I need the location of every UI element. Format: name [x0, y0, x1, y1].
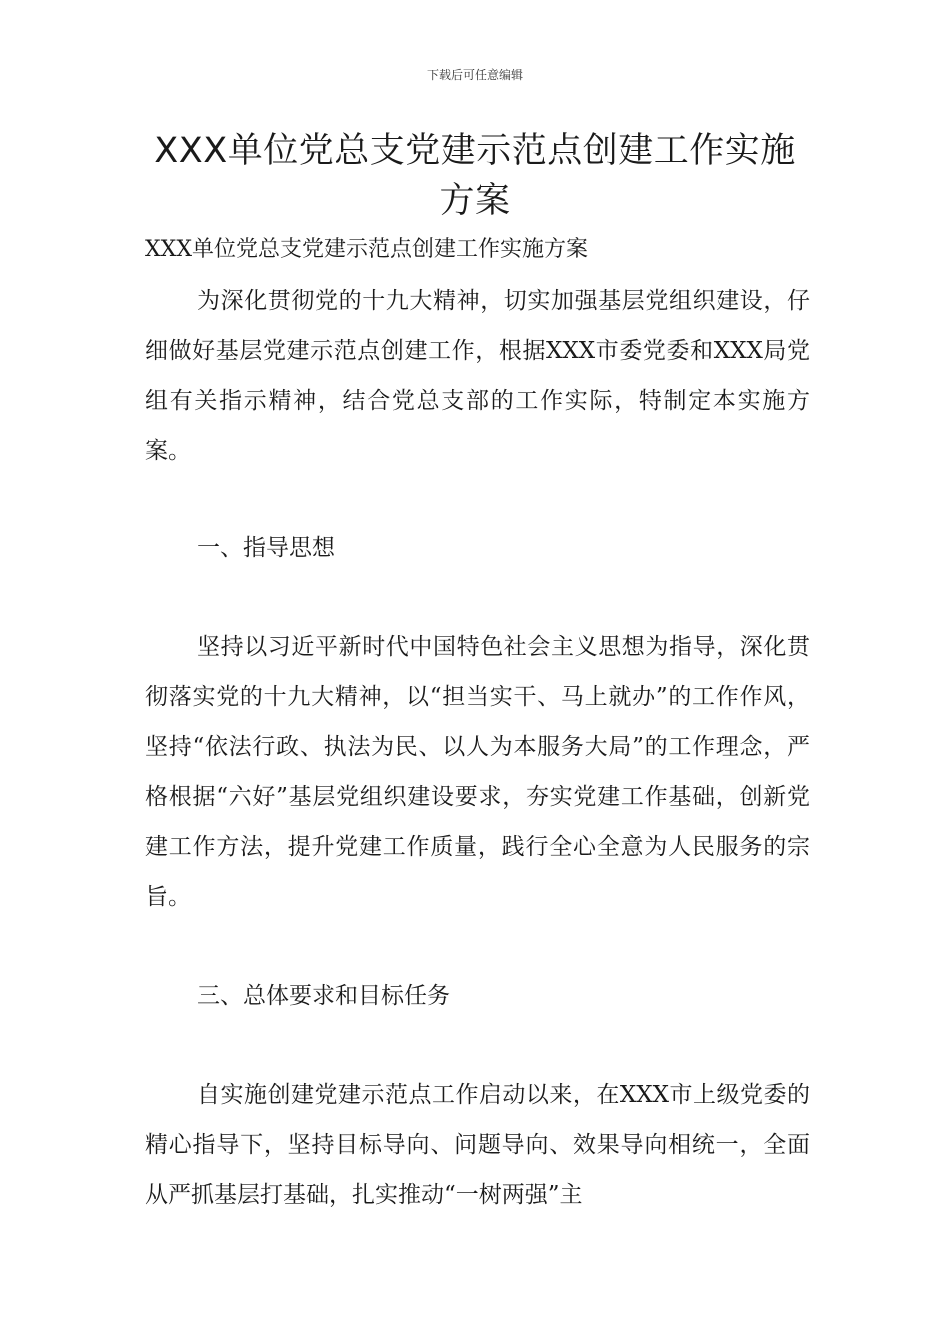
intro-paragraph: 为深化贯彻党的十九大精神，切实加强基层党组织建设，仔细做好基层党建示范点创建工作，根据XXX市委党委和XXX局党组有关指示精神，结合党总支部的工作实际，特制定本实施方案。 [145, 288, 810, 464]
guiding-ideology-paragraph: 坚持以习近平新时代中国特色社会主义思想为指导，深化贯彻落实党的十九大精神，以“担当实干、马上就办”的工作作风，坚持“依法行政、执法为民、以人为本服务大局”的工作理念，严格根据“六好”基层党组织建设要求，夯实党建工作基础，创新党建工作方法，提升党建工作质量，践行全心全意为人民服务的宗旨。 [145, 634, 810, 910]
document-subtitle: XXX单位党总支党建示范点创建工作实施方案 [145, 237, 588, 262]
document-title: XXX单位党总支党建示范点创建工作实施方案 [154, 131, 796, 221]
header-note: 下载后可任意编辑 [426, 68, 523, 82]
requirements-paragraph: 自实施创建党建示范点工作启动以来，在XXX市上级党委的精心指导下，坚持目标导向、问题导向、效果导向相统一，全面从严抓基层打基础，扎实推动“一树两强”主 [145, 1082, 810, 1208]
section-heading-requirements: 三、总体要求和目标任务 [197, 983, 450, 1009]
section-heading-guiding-ideology: 一、指导思想 [197, 535, 335, 561]
